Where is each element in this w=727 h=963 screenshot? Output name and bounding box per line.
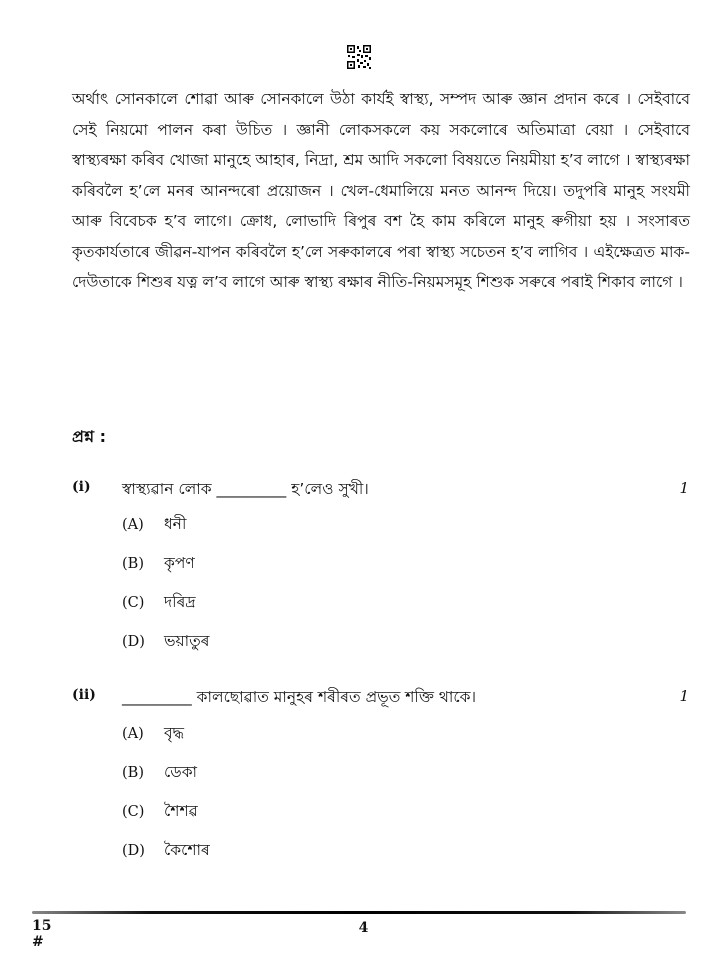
- page-number: 4: [358, 920, 369, 936]
- option-d: [122, 630, 210, 654]
- comprehension-passage: অৰ্থাৎ সোনকালে শোৱা আৰু সোনকালে উঠা কাৰ্যই স্বাস্থ্য, সম্পদ আৰু জ্ঞান প্ৰদান কৰে । সেইবাবে সেই নিয়মো পালন কৰা উচিত । জ্ঞানী লোকসকলে কয় সকলোৰে অতিমাত্ৰা বেয়া । সেইবাবে স্বাস্থ্যৰক্ষা কৰিব খোজা মানুহে আহাৰ, নিদ্ৰা, শ্ৰম আদি সকলো বিষয়তে নিয়মীয়া হ’ব লাগে । স্বাস্থ্যৰক্ষা কৰিবলৈ হ’লে মনৰ আনন্দৰো প্ৰয়োজন । খেল-ধেমালিয়ে মনত আনন্দ দিয়ে। তদুপৰি মানুহ সংযমী আৰু বিবেচক হ’ব লাগে। ক্ৰোধ, লোভাদি ৰিপুৰ বশ হৈ কাম কৰিলে মানুহ ৰুগীয়া হয় । সংসাৰত কৃতকাৰ্যতাৰে জীৱন-যাপন কৰিবলৈ হ’লে সৰুকালৰে পৰা স্বাস্থ্য সচেতন হ’ব লাগিব । এইক্ষেত্ৰত মাক-দেউতাকে শিশুৰ যত্ন ল’ব লাগে আৰু স্বাস্থ্য ৰক্ষাৰ নীতি-নিয়মসমূহ শিশুক সৰুৰে পৰাই শিকাব লাগে ।: [72, 90, 690, 291]
- option-letter: (C): [122, 595, 145, 611]
- option-b: [122, 552, 195, 576]
- option-c: [122, 800, 198, 824]
- option-letter: (D): [122, 843, 145, 859]
- option-text: ডেকা: [164, 763, 198, 781]
- option-letter: (B): [122, 556, 144, 572]
- paper-symbol: #: [32, 934, 44, 950]
- questions-heading: প্ৰশ্ন :: [72, 427, 106, 446]
- question-number: (ii): [72, 687, 96, 703]
- option-text: বৃদ্ধ: [164, 724, 184, 742]
- question-text: স্বাস্থ্যৱান লোক _________ হ’লেও সুখী।: [122, 480, 369, 498]
- option-c: [122, 591, 196, 615]
- option-text: ভয়াতুৰ: [164, 632, 210, 650]
- question-marks: 1: [679, 687, 689, 705]
- question-marks: 1: [679, 479, 689, 497]
- question-number: (i): [72, 479, 91, 495]
- option-b: [122, 761, 197, 785]
- option-text: শৈশৱ: [164, 802, 198, 820]
- qr-code-icon: [346, 44, 372, 70]
- option-letter: (D): [122, 634, 145, 650]
- option-letter: (A): [122, 726, 144, 742]
- option-text: দৰিদ্ৰ: [164, 593, 196, 611]
- option-a: [122, 722, 184, 746]
- footer-divider: [32, 911, 686, 914]
- option-letter: (C): [122, 804, 145, 820]
- option-letter: (B): [122, 765, 144, 781]
- paper-code: 15: [32, 918, 52, 934]
- option-letter: (A): [122, 517, 144, 533]
- option-text: কৈশোৰ: [164, 841, 210, 859]
- option-d: [122, 839, 210, 863]
- option-a: [122, 513, 186, 537]
- option-text: কৃপণ: [164, 554, 195, 572]
- option-text: ধনী: [164, 515, 187, 533]
- question-text: _________ কালছোৱাত মানুহৰ শৰীৰত প্ৰভূত শক্তি থাকে।: [122, 688, 476, 706]
